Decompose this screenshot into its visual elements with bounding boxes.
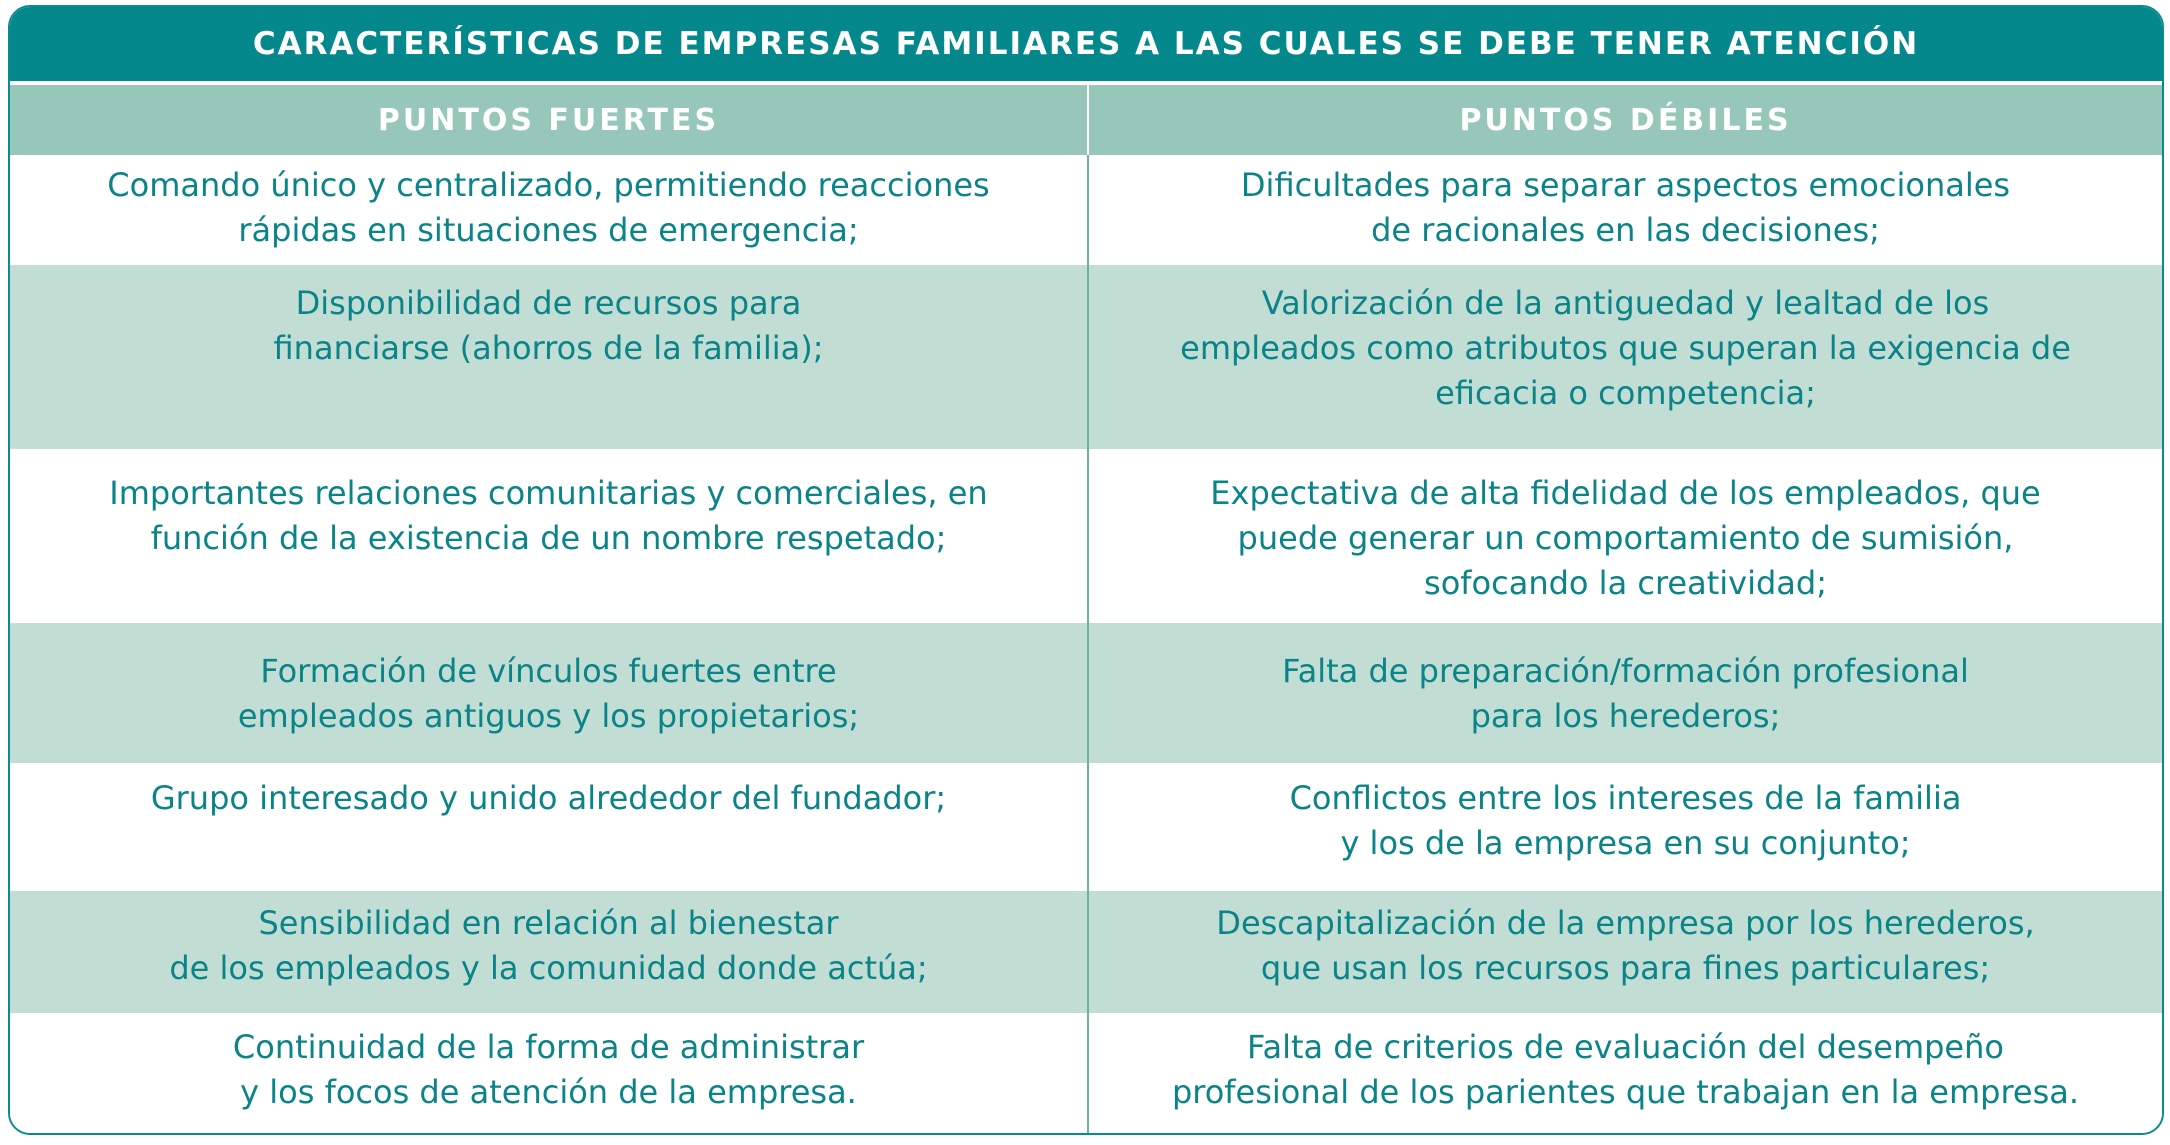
table-row [10,623,2162,763]
column-header-puntos-debiles: PUNTOS DÉBILES [1459,102,1792,138]
table-row [10,1013,2162,1135]
table-header-row [10,85,2162,155]
weakness-cell: Conflictos entre los intereses de la familia y los de la empresa en su conjunto; [1289,779,1962,862]
weakness-cell: Descapitalización de la empresa por los herederos, que usan los recursos para fines particulares; [1216,904,2035,987]
strength-cell: Comando único y centralizado, permitiendo reacciones rápidas en situaciones de emergencia; [10,155,1089,265]
table-title: CARACTERÍSTICAS DE EMPRESAS FAMILIARES A LAS CUALES SE DEBE TENER ATENCIÓN [10,7,2162,81]
strength-cell: Formación de vínculos fuertes entre empleados antiguos y los propietarios; [10,623,1089,763]
characteristics-table [8,5,2164,1135]
table-row [10,449,2162,623]
table-row [10,155,2162,265]
table-row [10,265,2162,449]
strength-cell: Grupo interesado y unido alrededor del fundador; [10,763,1089,891]
strength-cell: Continuidad de la forma de administrar y los focos de atención de la empresa. [10,1013,1089,1135]
table-row [10,891,2162,1013]
table-body [10,155,2162,1135]
strength-cell: Sensibilidad en relación al bienestar de los empleados y la comunidad donde actúa; [10,891,1089,1013]
column-header-puntos-fuertes: PUNTOS FUERTES [10,85,1089,155]
strength-cell: Disponibilidad de recursos para financiarse (ahorros de la familia); [10,265,1089,449]
weakness-cell: Expectativa de alta fidelidad de los empleados, que puede generar un comportamiento de sumisión, sofocando la creatividad; [1210,474,2041,602]
table-row [10,763,2162,891]
weakness-cell: Falta de preparación/formación profesional para los herederos; [1282,652,1969,735]
weakness-cell: Valorización de la antiguedad y lealtad de los empleados como atributos que superan la exigencia de eficacia o competencia; [1180,284,2071,412]
weakness-cell: Dificultades para separar aspectos emocionales de racionales en las decisiones; [1240,166,2011,249]
strength-cell: Importantes relaciones comunitarias y comerciales, en función de la existencia de un nombre respetado; [10,449,1089,623]
weakness-cell: Falta de criterios de evaluación del desempeño profesional de los parientes que trabajan en la empresa. [1171,1028,2080,1111]
